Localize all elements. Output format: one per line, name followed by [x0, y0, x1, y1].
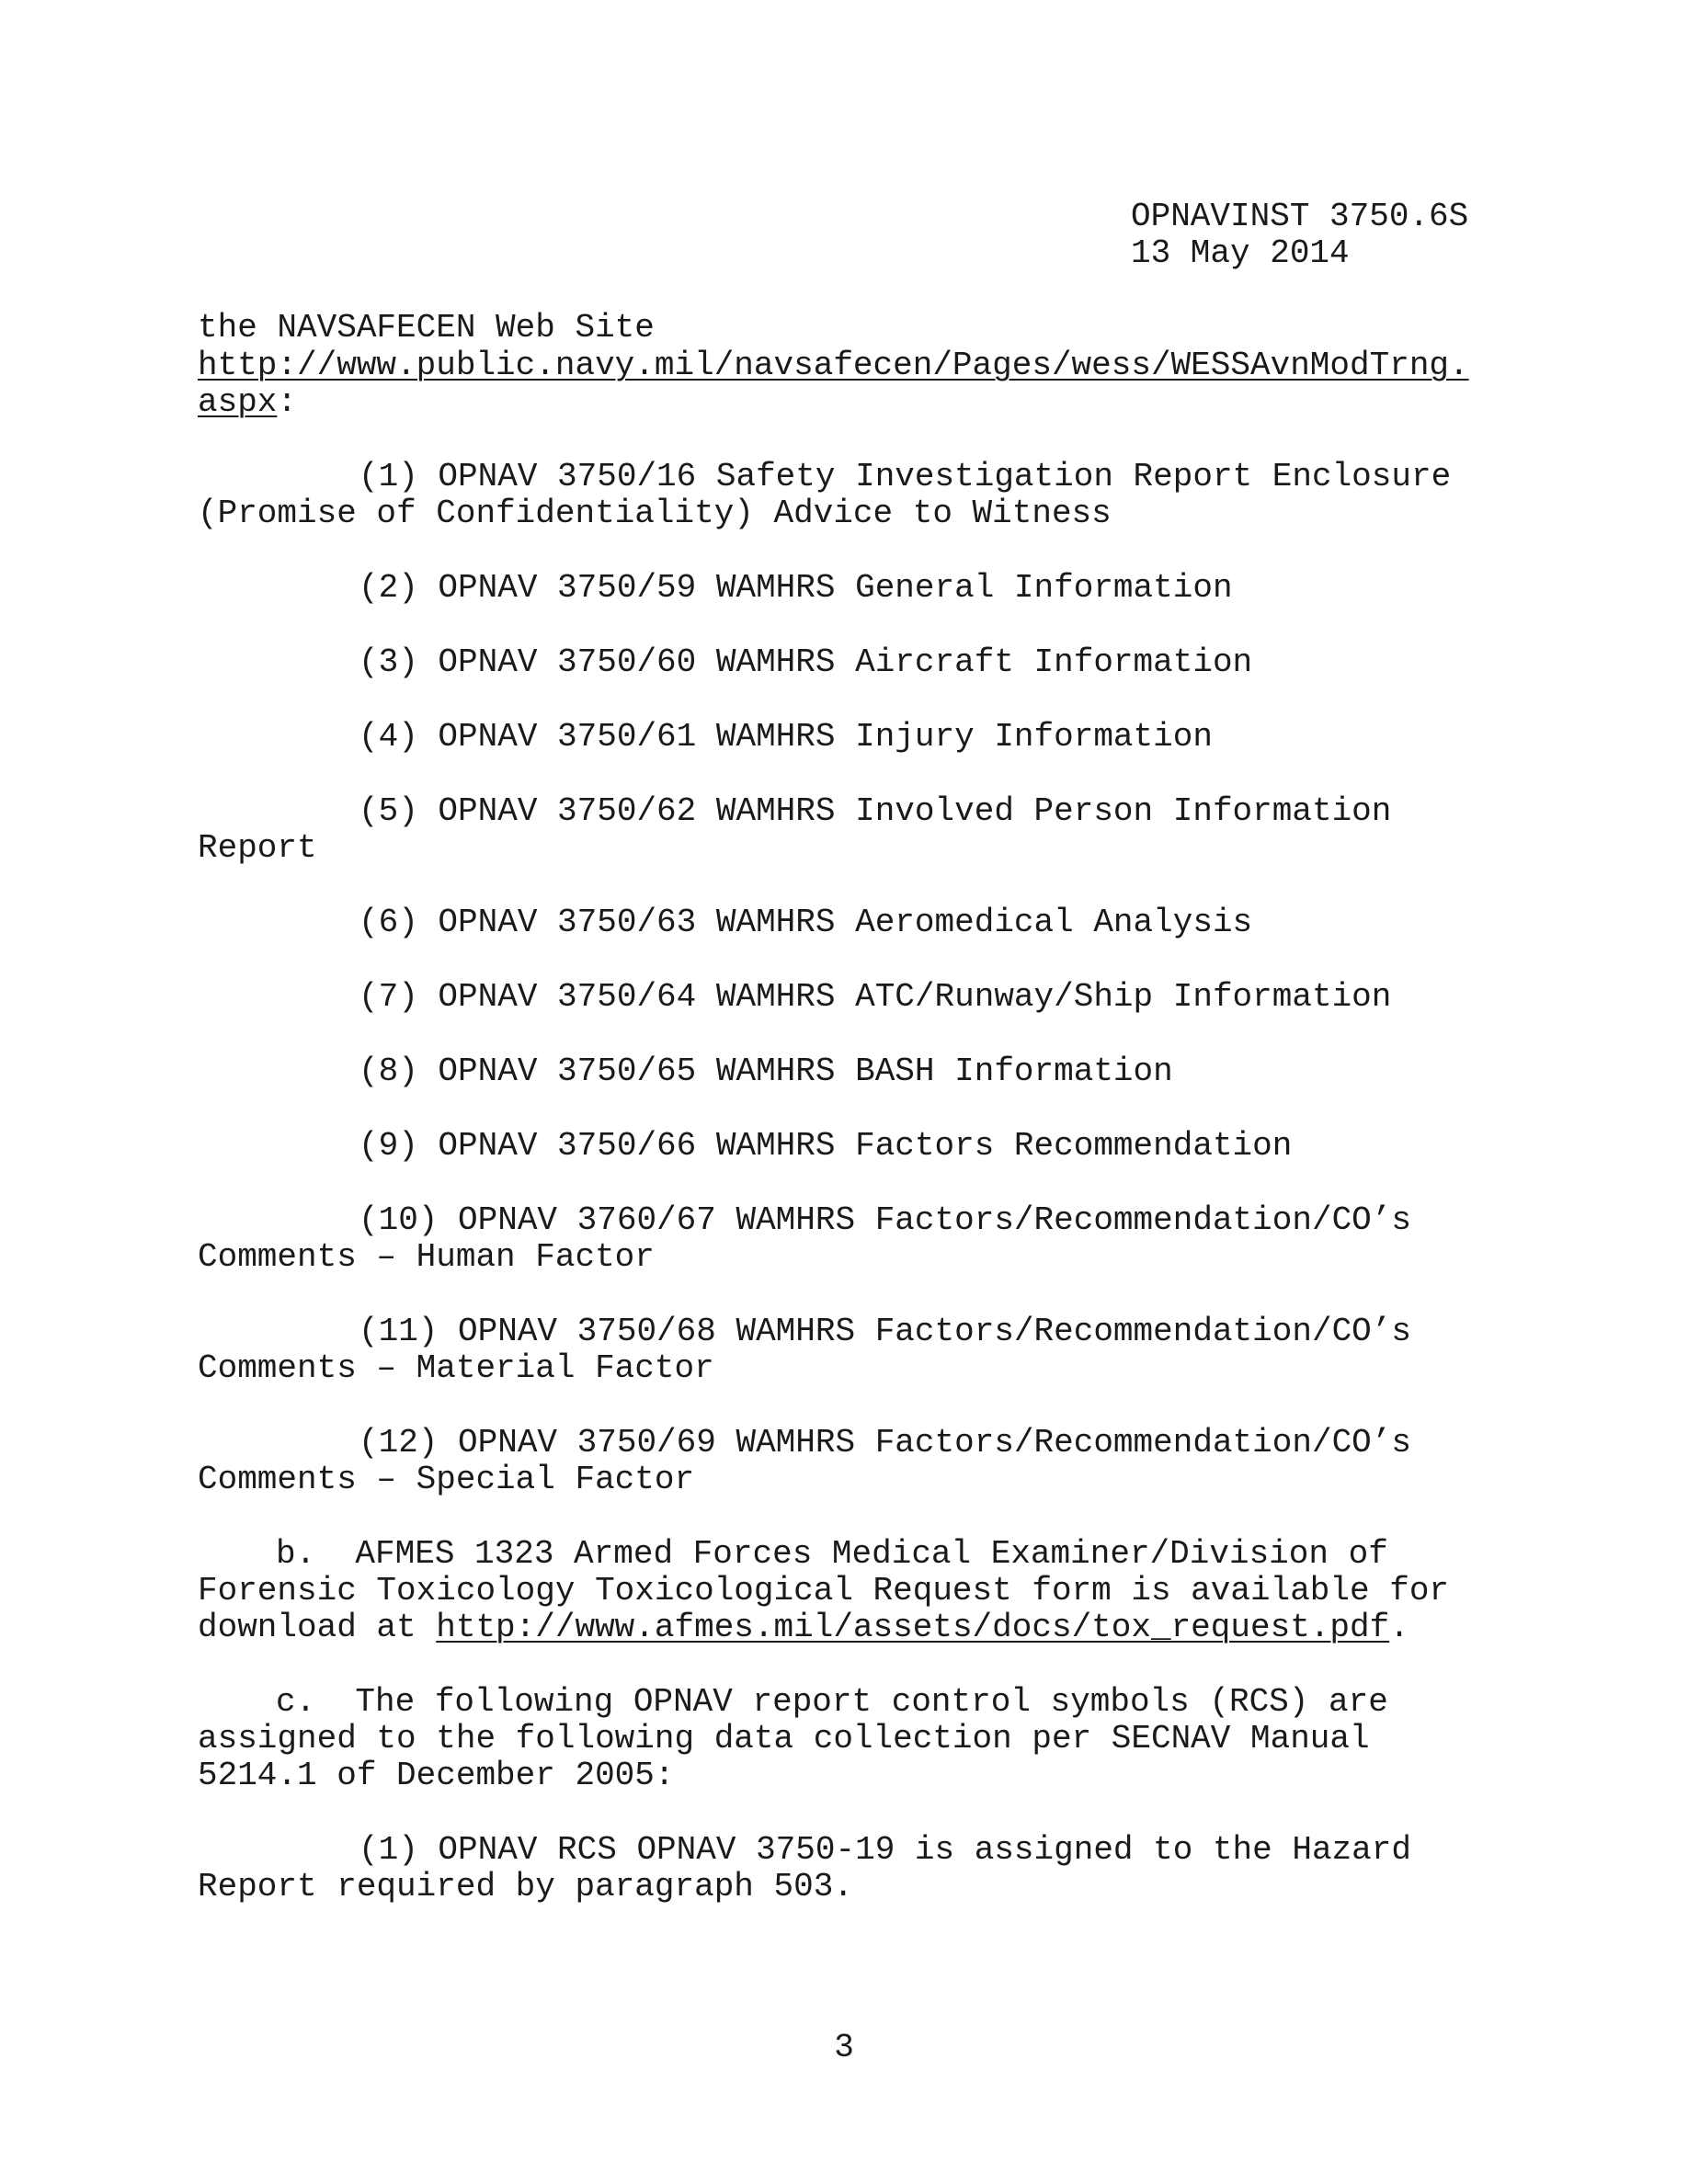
navsafecen-link-continued[interactable]: aspx [198, 383, 278, 421]
instruction-number: OPNAVINST 3750.6S [1131, 198, 1469, 235]
para-c1-line1: (1) OPNAV RCS OPNAV 3750-19 is assigned to the Hazard [359, 1831, 1411, 1869]
form-item-4: (4) OPNAV 3750/61 WAMHRS Injury Information [359, 718, 1213, 756]
intro-text: the NAVSAFECEN Web Site [198, 309, 655, 347]
para-b-prefix: download at [198, 1609, 437, 1646]
form-item-7: (7) OPNAV 3750/64 WAMHRS ATC/Runway/Ship Information [359, 978, 1392, 1016]
afmes-tox-request-link[interactable]: http://www.afmes.mil/assets/docs/tox_request.pdf [436, 1609, 1390, 1646]
form-item-11-line1: (11) OPNAV 3750/68 WAMHRS Factors/Recommendation/CO’s [359, 1313, 1411, 1350]
navsafecen-link[interactable]: http://www.public.navy.mil/navsafecen/Pages/wess/WESSAvnModTrng. [198, 347, 1469, 384]
form-item-2: (2) OPNAV 3750/59 WAMHRS General Information [359, 569, 1233, 607]
form-item-9: (9) OPNAV 3750/66 WAMHRS Factors Recommendation [359, 1127, 1293, 1165]
url-colon: : [277, 383, 298, 421]
para-c-line1: c. The following OPNAV report control symbols (RCS) are [276, 1683, 1388, 1721]
para-c-line3: 5214.1 of December 2005: [198, 1757, 675, 1794]
form-item-1-line1: (1) OPNAV 3750/16 Safety Investigation Report Enclosure [359, 458, 1452, 495]
form-item-6: (6) OPNAV 3750/63 WAMHRS Aeromedical Analysis [359, 904, 1253, 941]
form-item-10-line2: Comments – Human Factor [198, 1238, 655, 1276]
para-b-line1: b. AFMES 1323 Armed Forces Medical Examiner/Division of [276, 1535, 1388, 1573]
form-item-11-line2: Comments – Material Factor [198, 1349, 714, 1387]
navsafecen-url-line1 [198, 347, 1469, 384]
para-c1-line2: Report required by paragraph 503. [198, 1868, 853, 1905]
para-b-line3 [198, 1610, 1409, 1646]
form-item-12-line2: Comments – Special Factor [198, 1461, 695, 1498]
form-item-10-line1: (10) OPNAV 3760/67 WAMHRS Factors/Recommendation/CO’s [359, 1201, 1411, 1239]
para-b-period: . [1389, 1609, 1409, 1646]
document-date: 13 May 2014 [1131, 234, 1350, 272]
navsafecen-url-line2 [198, 384, 297, 421]
form-item-5-line2: Report [198, 829, 317, 867]
form-item-8: (8) OPNAV 3750/65 WAMHRS BASH Information [359, 1052, 1173, 1090]
para-b-line2: Forensic Toxicology Toxicological Request form is available for [198, 1572, 1450, 1610]
form-item-1-line2: (Promise of Confidentiality) Advice to Witness [198, 495, 1112, 532]
form-item-5-line1: (5) OPNAV 3750/62 WAMHRS Involved Person Information [359, 792, 1392, 830]
form-item-12-line1: (12) OPNAV 3750/69 WAMHRS Factors/Recommendation/CO’s [359, 1424, 1411, 1462]
form-item-3: (3) OPNAV 3750/60 WAMHRS Aircraft Information [359, 643, 1253, 681]
para-c-line2: assigned to the following data collection per SECNAV Manual [198, 1720, 1370, 1757]
page-number: 3 [834, 2029, 854, 2066]
